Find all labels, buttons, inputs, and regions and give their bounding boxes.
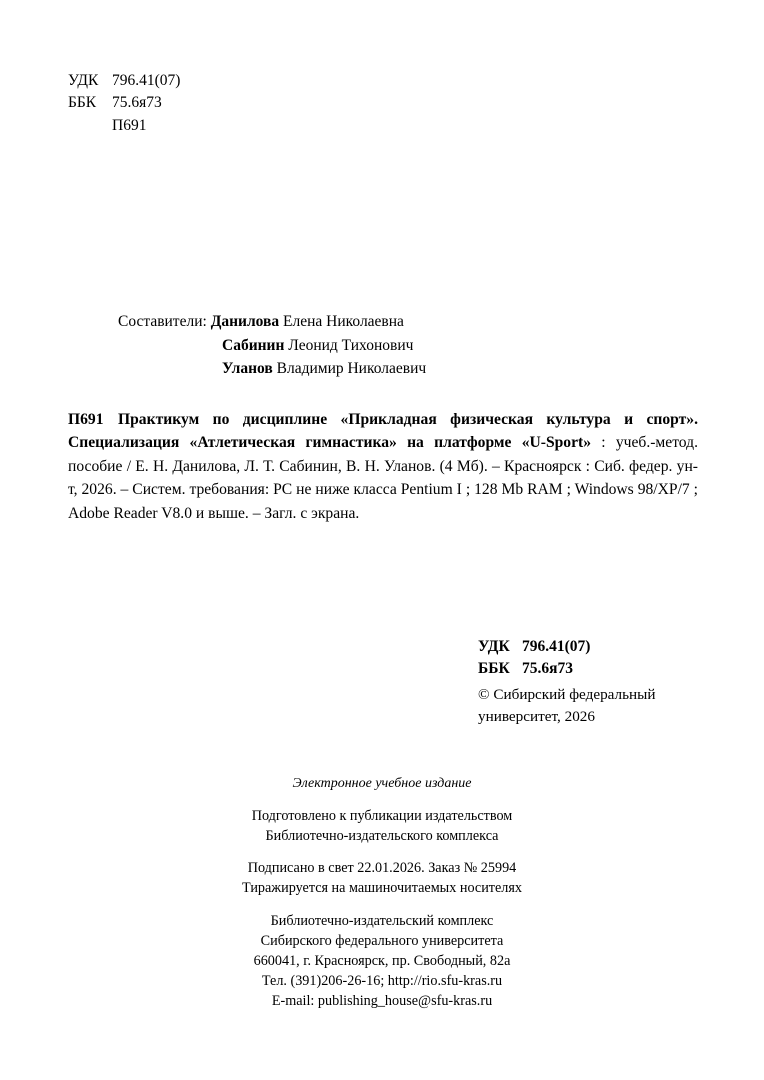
compilers-block (118, 310, 426, 381)
publisher-name-line-2: Сибирского федерального университета (260, 932, 504, 949)
compilers-prefix-label: Составители: (118, 313, 207, 330)
compiler-given-name: Владимир Николаевич (276, 360, 427, 378)
prepared-by-line-1: Подготовлено к публикации издательством (251, 807, 513, 824)
edition-type-label: Электронное учебное издание (292, 776, 472, 791)
udc-block-bottom (478, 636, 590, 681)
prepared-by-line-2: Библиотечно-издательского комплекса (265, 828, 499, 845)
annotation-sigla: П691 (68, 411, 104, 428)
publisher-address: 660041, г. Красноярск, пр. Свободный, 82а (253, 952, 511, 969)
compiler-surname: Уланов (222, 360, 273, 378)
publication-date-order: Подписано в свет 22.01.2026. Заказ № 25994 (247, 860, 517, 877)
colophon-block (0, 774, 764, 1023)
publication-media-note: Тиражируется на машиночитаемых носителях (242, 880, 522, 897)
annotation-body: : учеб.-метод. пособие / Е. Н. Данилова, Л. Т. Сабинин, В. Н. Уланов. (4 Мб). – Красноярск : Сиб. федер. ун-т, 2026. – Систем. требования: PC не ниже класса Pentium I ; 128 Mb RAM ; Windows 98/XP/7 ; Adobe Reader V8.0 и выше. – Загл. с экрана. (68, 434, 698, 522)
compilers-row (118, 310, 426, 334)
udc-line-bbk-bottom (478, 658, 590, 680)
udc-line-udk-bottom (478, 636, 590, 658)
compiler-surname: Сабинин (222, 336, 285, 354)
udc-value-bbk: 75.6я73 (112, 94, 162, 112)
udc-line-bbk (68, 92, 180, 114)
udc-label-udk: УДК (68, 72, 99, 89)
publisher-name-line-1: Библиотечно-издательский комплекс (270, 912, 494, 929)
compiler-given-name: Елена Николаевна (283, 313, 404, 330)
compilers-row (118, 334, 426, 358)
udc-label-bbk-bottom: ББК (478, 660, 510, 678)
prepared-by-group (0, 806, 764, 846)
publication-details-group (0, 858, 764, 898)
bibliographic-annotation (68, 408, 698, 525)
compiler-surname: Данилова (210, 313, 280, 330)
compiler-given-name: Леонид Тихонович (288, 336, 414, 354)
copyright-line-1: © Сибирский федеральный (478, 686, 656, 703)
copyright-block (478, 684, 656, 728)
udc-value-bbk-bottom: 75.6я73 (522, 660, 574, 678)
copyright-line-2: университет, 2026 (478, 708, 595, 726)
udc-line-sigla (68, 115, 180, 137)
udc-label-bbk: ББК (68, 94, 97, 112)
udc-label-udk-bottom: УДК (478, 638, 510, 655)
annotation-title: Практикум по дисциплине «Прикладная физическая культура и спорт». Специализация «Атлетическая гимнастика» на платформе «U-Sport» (68, 411, 698, 452)
udc-value-udk-bottom: 796.41(07) (522, 638, 591, 655)
publisher-phone-website: Тел. (391)206-26-16; http://rio.sfu-kras.ru (261, 972, 503, 989)
publisher-email: E-mail: publishing_house@sfu-kras.ru (271, 993, 493, 1010)
udc-line-udk (68, 70, 180, 92)
publisher-group (0, 911, 764, 1012)
compilers-row (118, 357, 426, 381)
udc-block-top (68, 70, 180, 137)
udc-value-udk: 796.41(07) (112, 72, 181, 89)
udc-value-sigla: П691 (112, 116, 147, 134)
